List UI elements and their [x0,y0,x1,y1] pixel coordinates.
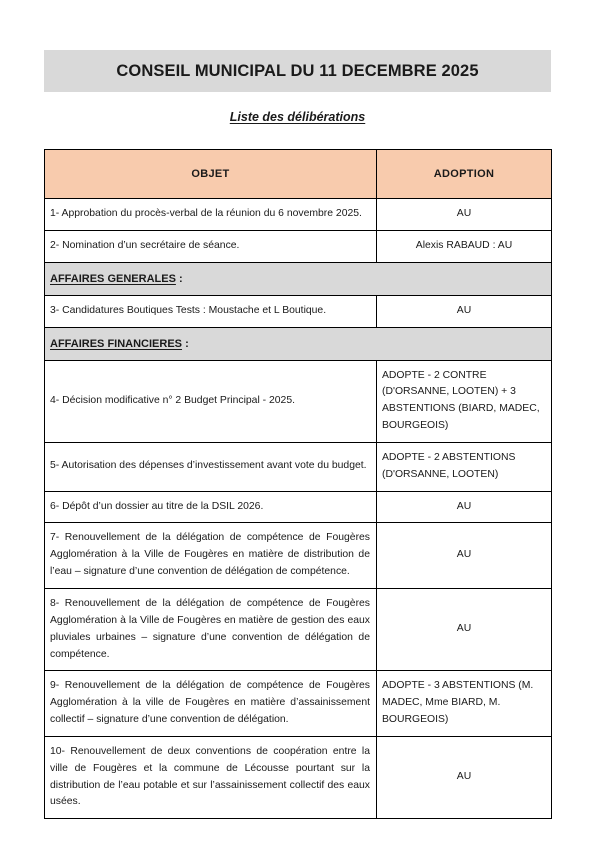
deliberation-adoption-cell: Alexis RABAUD : AU [377,230,552,262]
deliberation-objet-cell: 4- Décision modificative n° 2 Budget Principal - 2025. [45,360,377,442]
deliberation-objet-cell: 8- Renouvellement de la délégation de compétence de Fougères Agglomération à la Ville de Fougères en matière de gestion des eaux pluviales urbaines – signature d’une convention de délégation de compétence. [45,588,377,670]
deliberation-objet-cell: 1- Approbation du procès-verbal de la réunion du 6 novembre 2025. [45,199,377,231]
section-heading-cell [45,327,552,360]
page-title: CONSEIL MUNICIPAL DU 11 DECEMBRE 2025 [116,61,479,80]
deliberation-adoption-cell: AU [377,491,552,523]
deliberation-objet-cell: 7- Renouvellement de la délégation de compétence de Fougères Agglomération à la Ville de Fougères en matière de distribution de l’eau – signature d’une convention de délégation de compétence. [45,523,377,589]
table-row [45,230,552,262]
table-row [45,736,552,818]
deliberation-adoption-cell: ADOPTE - 2 CONTRE (D'ORSANNE, LOOTEN) + 3 ABSTENTIONS (BIARD, MADEC, BOURGEOIS) [377,360,552,442]
table-row [45,360,552,442]
document-title-banner [44,50,551,92]
deliberation-adoption-cell: ADOPTE - 2 ABSTENTIONS (D'ORSANNE, LOOTEN) [377,442,552,491]
table-row [45,588,552,670]
table-row [45,295,552,327]
deliberation-objet-cell: 9- Renouvellement de la délégation de compétence de Fougères Agglomération à la ville de Fougères en matière d’assainissement collectif – signature d’une convention de délégation. [45,671,377,737]
table-header-row [45,150,552,199]
deliberation-adoption-cell: AU [377,295,552,327]
table-row [45,671,552,737]
table-row [45,442,552,491]
table-row [45,523,552,589]
deliberation-adoption-cell: AU [377,588,552,670]
table-row [45,491,552,523]
section-heading-colon: : [182,337,189,350]
deliberation-objet-cell: 5- Autorisation des dépenses d’investissement avant vote du budget. [45,442,377,491]
deliberation-objet-cell: 2- Nomination d’un secrétaire de séance. [45,230,377,262]
deliberation-adoption-cell: AU [377,199,552,231]
section-heading-cell [45,262,552,295]
column-header-adoption: ADOPTION [377,150,552,199]
deliberations-table [44,149,552,819]
table-row [45,199,552,231]
deliberation-objet-cell: 3- Candidatures Boutiques Tests : Moustache et L Boutique. [45,295,377,327]
column-header-objet: OBJET [45,150,377,199]
deliberation-adoption-cell: AU [377,523,552,589]
deliberation-objet-cell: 10- Renouvellement de deux conventions de coopération entre la ville de Fougères et la commune de Lécousse pourtant sur la distribution de l’eau potable et sur l’assainissement collectif des eaux usées. [45,736,377,818]
deliberation-adoption-cell: AU [377,736,552,818]
section-heading-label: AFFAIRES FINANCIERES [50,337,183,350]
deliberation-objet-cell: 6- Dépôt d’un dossier au titre de la DSIL 2026. [45,491,377,523]
deliberation-adoption-cell: ADOPTE - 3 ABSTENTIONS (M. MADEC, Mme BIARD, M. BOURGEOIS) [377,671,552,737]
table-body [45,199,552,819]
subtitle-container [44,108,551,126]
table-section-row [45,327,552,360]
section-heading-colon: : [175,272,183,285]
section-heading-label: AFFAIRES GENERALES [50,272,176,285]
table-section-row [45,262,552,295]
document-subtitle: Liste des délibérations [229,110,366,124]
